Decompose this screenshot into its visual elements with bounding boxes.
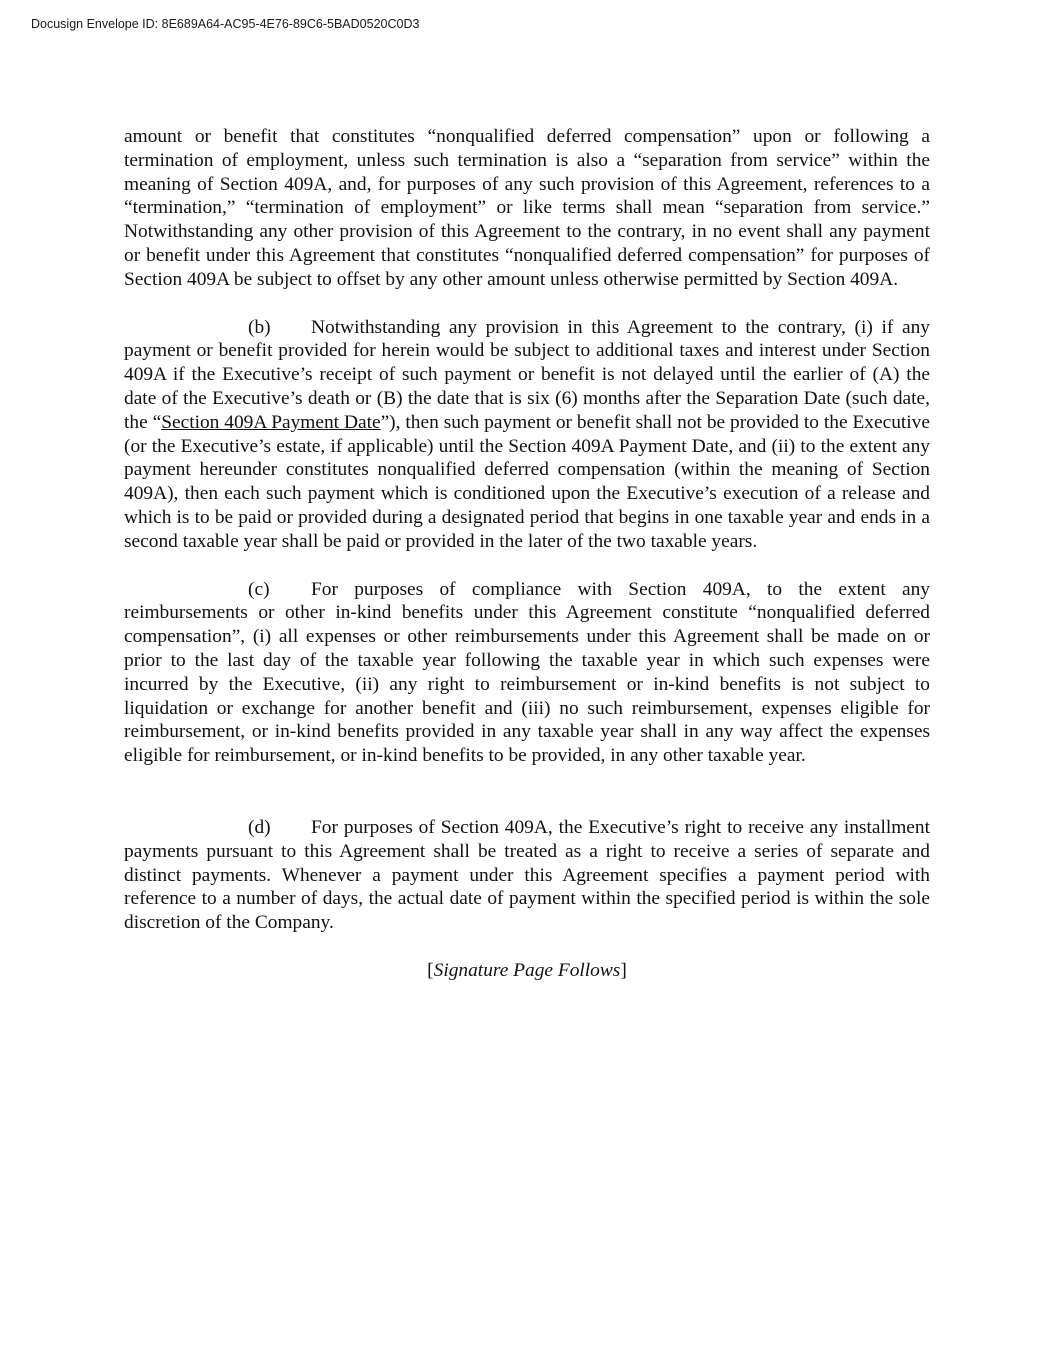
paragraph-c-text: For purposes of compliance with Section 409A, to the extent any reimbursements or other in-kind benefits under this Agreement constitute “nonqualified deferred compensation”, (i) all expenses or other reimbursements under this Agreement shall be made on or prior to the last day of the taxable year following the taxable year in which such expenses were incurred by the Executive, (ii) any right to reimbursement or in-kind benefits is not subject to liquidation or exchange for another benefit and (iii) no such reimbursement, expenses eligible for reimbursement, or in-kind benefits provided in any taxable year shall in any way affect the expenses eligible for reimbursement, or in-kind benefits to be provided, in any other taxable year. [124, 578, 930, 767]
paragraph-spacer [124, 768, 930, 816]
paragraph-d [124, 816, 930, 935]
defined-term-section-409a-payment-date: Section 409A Payment Date [161, 411, 381, 433]
paragraph-d-text: For purposes of Section 409A, the Executive’s right to receive any installment payments pursuant to this Agreement shall be treated as a right to receive a series of separate and distinct payments. Whenever a payment under this Agreement specifies a payment period with reference to a number of days, the actual date of payment within the specified period is within the sole discretion of the Company. [124, 816, 930, 934]
document-body [124, 125, 930, 983]
paragraph-spacer [124, 935, 930, 959]
paragraph-c [124, 578, 930, 768]
paragraph-b-text-before: Notwithstanding any provision in this Agreement to the contrary, (i) if any payment or benefit provided for herein would be subject to additional taxes and interest under Section 409A if the Executive’s receipt of such payment or benefit is not delayed until the earlier of (A) the date of the Executive’s death or (B) the date that is six (6) months after the Separation Date (such date, the “ [124, 316, 930, 433]
paragraph-b-marker: (b) [248, 316, 271, 338]
paragraph-c-marker: (c) [248, 578, 270, 600]
paragraph-spacer [124, 554, 930, 578]
paragraph-b-text-after: ”), then such payment or benefit shall not be provided to the Executive (or the Executive’s estate, if applicable) until the Section 409A Payment Date, and (ii) to the extent any payment hereunder constitutes nonqualified deferred compensation (within the meaning of Section 409A), then each such payment which is conditioned upon the Executive’s execution of a release and which is to be paid or provided during a designated period that begins in one taxable year and ends in a second taxable year shall be paid or provided in the later of the two taxable years. [124, 411, 930, 552]
bracket-open: [ [427, 959, 434, 981]
paragraph-b [124, 316, 930, 554]
paragraph-continuation: amount or benefit that constitutes “nonqualified deferred compensation” upon or following a termination of employment, unless such termination is also a “separation from service” within the meaning of Section 409A, and, for purposes of any such provision of this Agreement, references to a “termination,” “termination of employment” or like terms shall mean “separation from service.” Notwithstanding any other provision of this Agreement to the contrary, in no event shall any payment or benefit under this Agreement that constitutes “nonqualified deferred compensation” for purposes of Section 409A be subject to offset by any other amount unless otherwise permitted by Section 409A. [124, 126, 930, 290]
signature-page-follows [124, 959, 930, 983]
paragraph-spacer [124, 292, 930, 316]
signature-note: Signature Page Follows [433, 959, 621, 981]
docusign-envelope-id: Docusign Envelope ID: 8E689A64-AC95-4E76-89C6-5BAD0520C0D3 [31, 17, 420, 31]
bracket-close: ] [620, 959, 627, 981]
paragraph-d-marker: (d) [248, 816, 271, 838]
